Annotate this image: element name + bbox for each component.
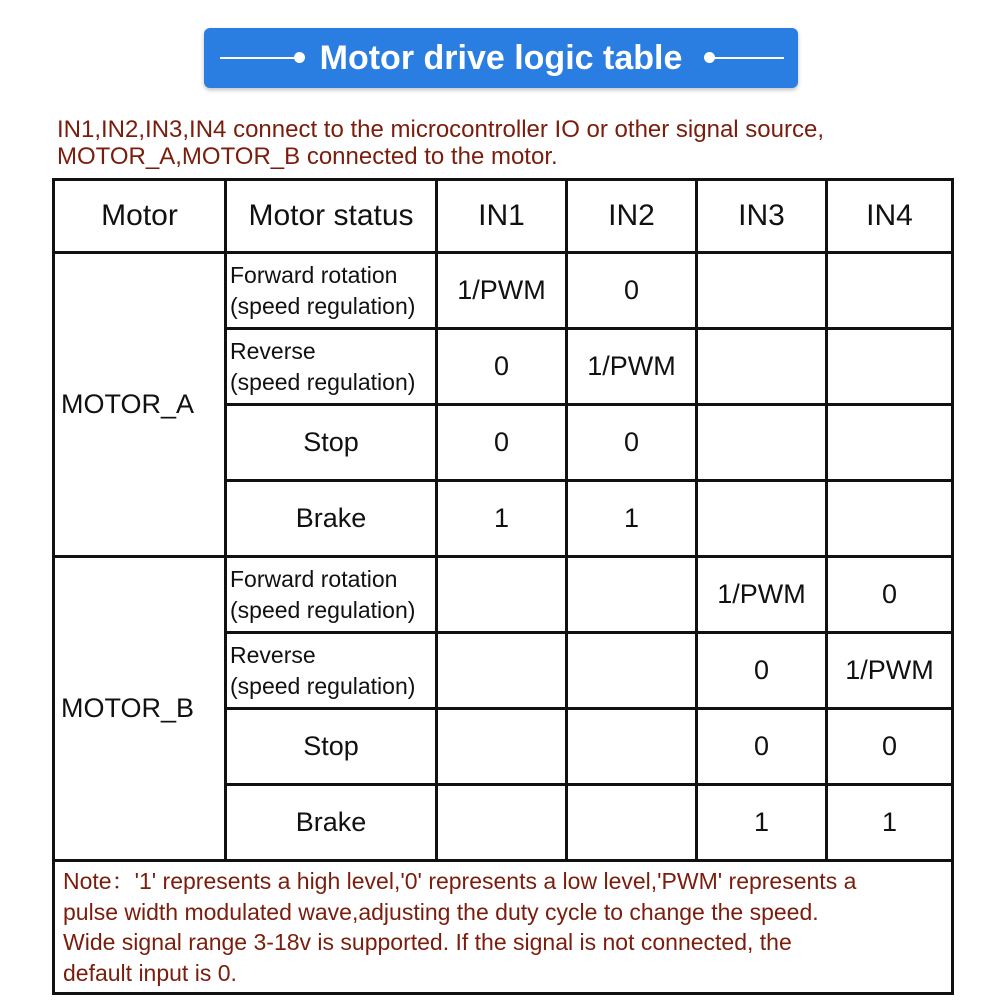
in4-cell <box>827 481 953 557</box>
note-line-3: Wide signal range 3-18v is supported. If the signal is not connected, the <box>63 929 792 955</box>
status-line-1: Reverse <box>230 337 316 364</box>
in3-cell: 0 <box>697 709 827 785</box>
status-cell <box>226 557 437 633</box>
header-in4: IN4 <box>827 180 953 253</box>
banner-decor-line-right <box>712 57 784 59</box>
in1-cell: 0 <box>437 329 567 405</box>
in2-cell: 1/PWM <box>567 329 697 405</box>
status-line-2: (speed regulation) <box>230 368 416 395</box>
status-line-1: Forward rotation <box>230 565 398 592</box>
in1-cell <box>437 709 567 785</box>
in3-cell: 1 <box>697 785 827 861</box>
in4-cell: 1 <box>827 785 953 861</box>
in2-cell <box>567 709 697 785</box>
in1-cell <box>437 557 567 633</box>
header-in1: IN1 <box>437 180 567 253</box>
status-line-1: Forward rotation <box>230 261 398 288</box>
in1-cell: 0 <box>437 405 567 481</box>
in2-cell: 0 <box>567 405 697 481</box>
note-line-2: pulse width modulated wave,adjusting the duty cycle to change the speed. <box>63 898 819 925</box>
in1-cell <box>437 633 567 709</box>
in3-cell: 0 <box>697 633 827 709</box>
header-in3: IN3 <box>697 180 827 253</box>
status-line-1: Reverse <box>230 641 316 668</box>
in2-cell: 1 <box>567 481 697 557</box>
in2-cell <box>567 633 697 709</box>
page-title: Motor drive logic table <box>319 39 683 77</box>
in3-cell: 1/PWM <box>697 557 827 633</box>
in3-cell <box>697 405 827 481</box>
status-line-2: (speed regulation) <box>230 292 416 319</box>
in3-cell <box>697 329 827 405</box>
in3-cell <box>697 253 827 329</box>
header-in2: IN2 <box>567 180 697 253</box>
in1-cell: 1/PWM <box>437 253 567 329</box>
table-row <box>54 557 953 633</box>
table-header-row <box>54 180 953 253</box>
intro-text <box>57 116 957 170</box>
in4-cell <box>827 253 953 329</box>
status-cell: Brake <box>226 481 437 557</box>
in4-cell: 0 <box>827 557 953 633</box>
in1-cell <box>437 785 567 861</box>
note-row <box>54 861 953 994</box>
header-motor-status: Motor status <box>226 180 437 253</box>
in4-cell <box>827 329 953 405</box>
status-cell: Stop <box>226 709 437 785</box>
note-line-1: Note：'1' represents a high level,'0' represents a low level,'PWM' represents a <box>63 868 857 894</box>
in4-cell: 0 <box>827 709 953 785</box>
status-cell: Stop <box>226 405 437 481</box>
status-line-2: (speed regulation) <box>230 596 416 623</box>
status-cell <box>226 633 437 709</box>
status-line-2: (speed regulation) <box>230 672 416 699</box>
intro-line-2: MOTOR_A,MOTOR_B connected to the motor. <box>57 143 558 170</box>
in2-cell: 0 <box>567 253 697 329</box>
table-row <box>54 253 953 329</box>
status-cell <box>226 329 437 405</box>
title-banner <box>204 28 798 88</box>
motor-b-label: MOTOR_B <box>54 557 226 861</box>
in4-cell <box>827 405 953 481</box>
motor-a-label: MOTOR_A <box>54 253 226 557</box>
note-cell <box>54 861 953 994</box>
note-line-4: default input is 0. <box>63 959 237 986</box>
in1-cell: 1 <box>437 481 567 557</box>
status-cell <box>226 253 437 329</box>
in4-cell: 1/PWM <box>827 633 953 709</box>
in2-cell <box>567 557 697 633</box>
status-cell: Brake <box>226 785 437 861</box>
header-motor: Motor <box>54 180 226 253</box>
in3-cell <box>697 481 827 557</box>
intro-line-1: IN1,IN2,IN3,IN4 connect to the microcontroller IO or other signal source, <box>57 116 825 143</box>
in2-cell <box>567 785 697 861</box>
logic-table <box>52 178 954 995</box>
